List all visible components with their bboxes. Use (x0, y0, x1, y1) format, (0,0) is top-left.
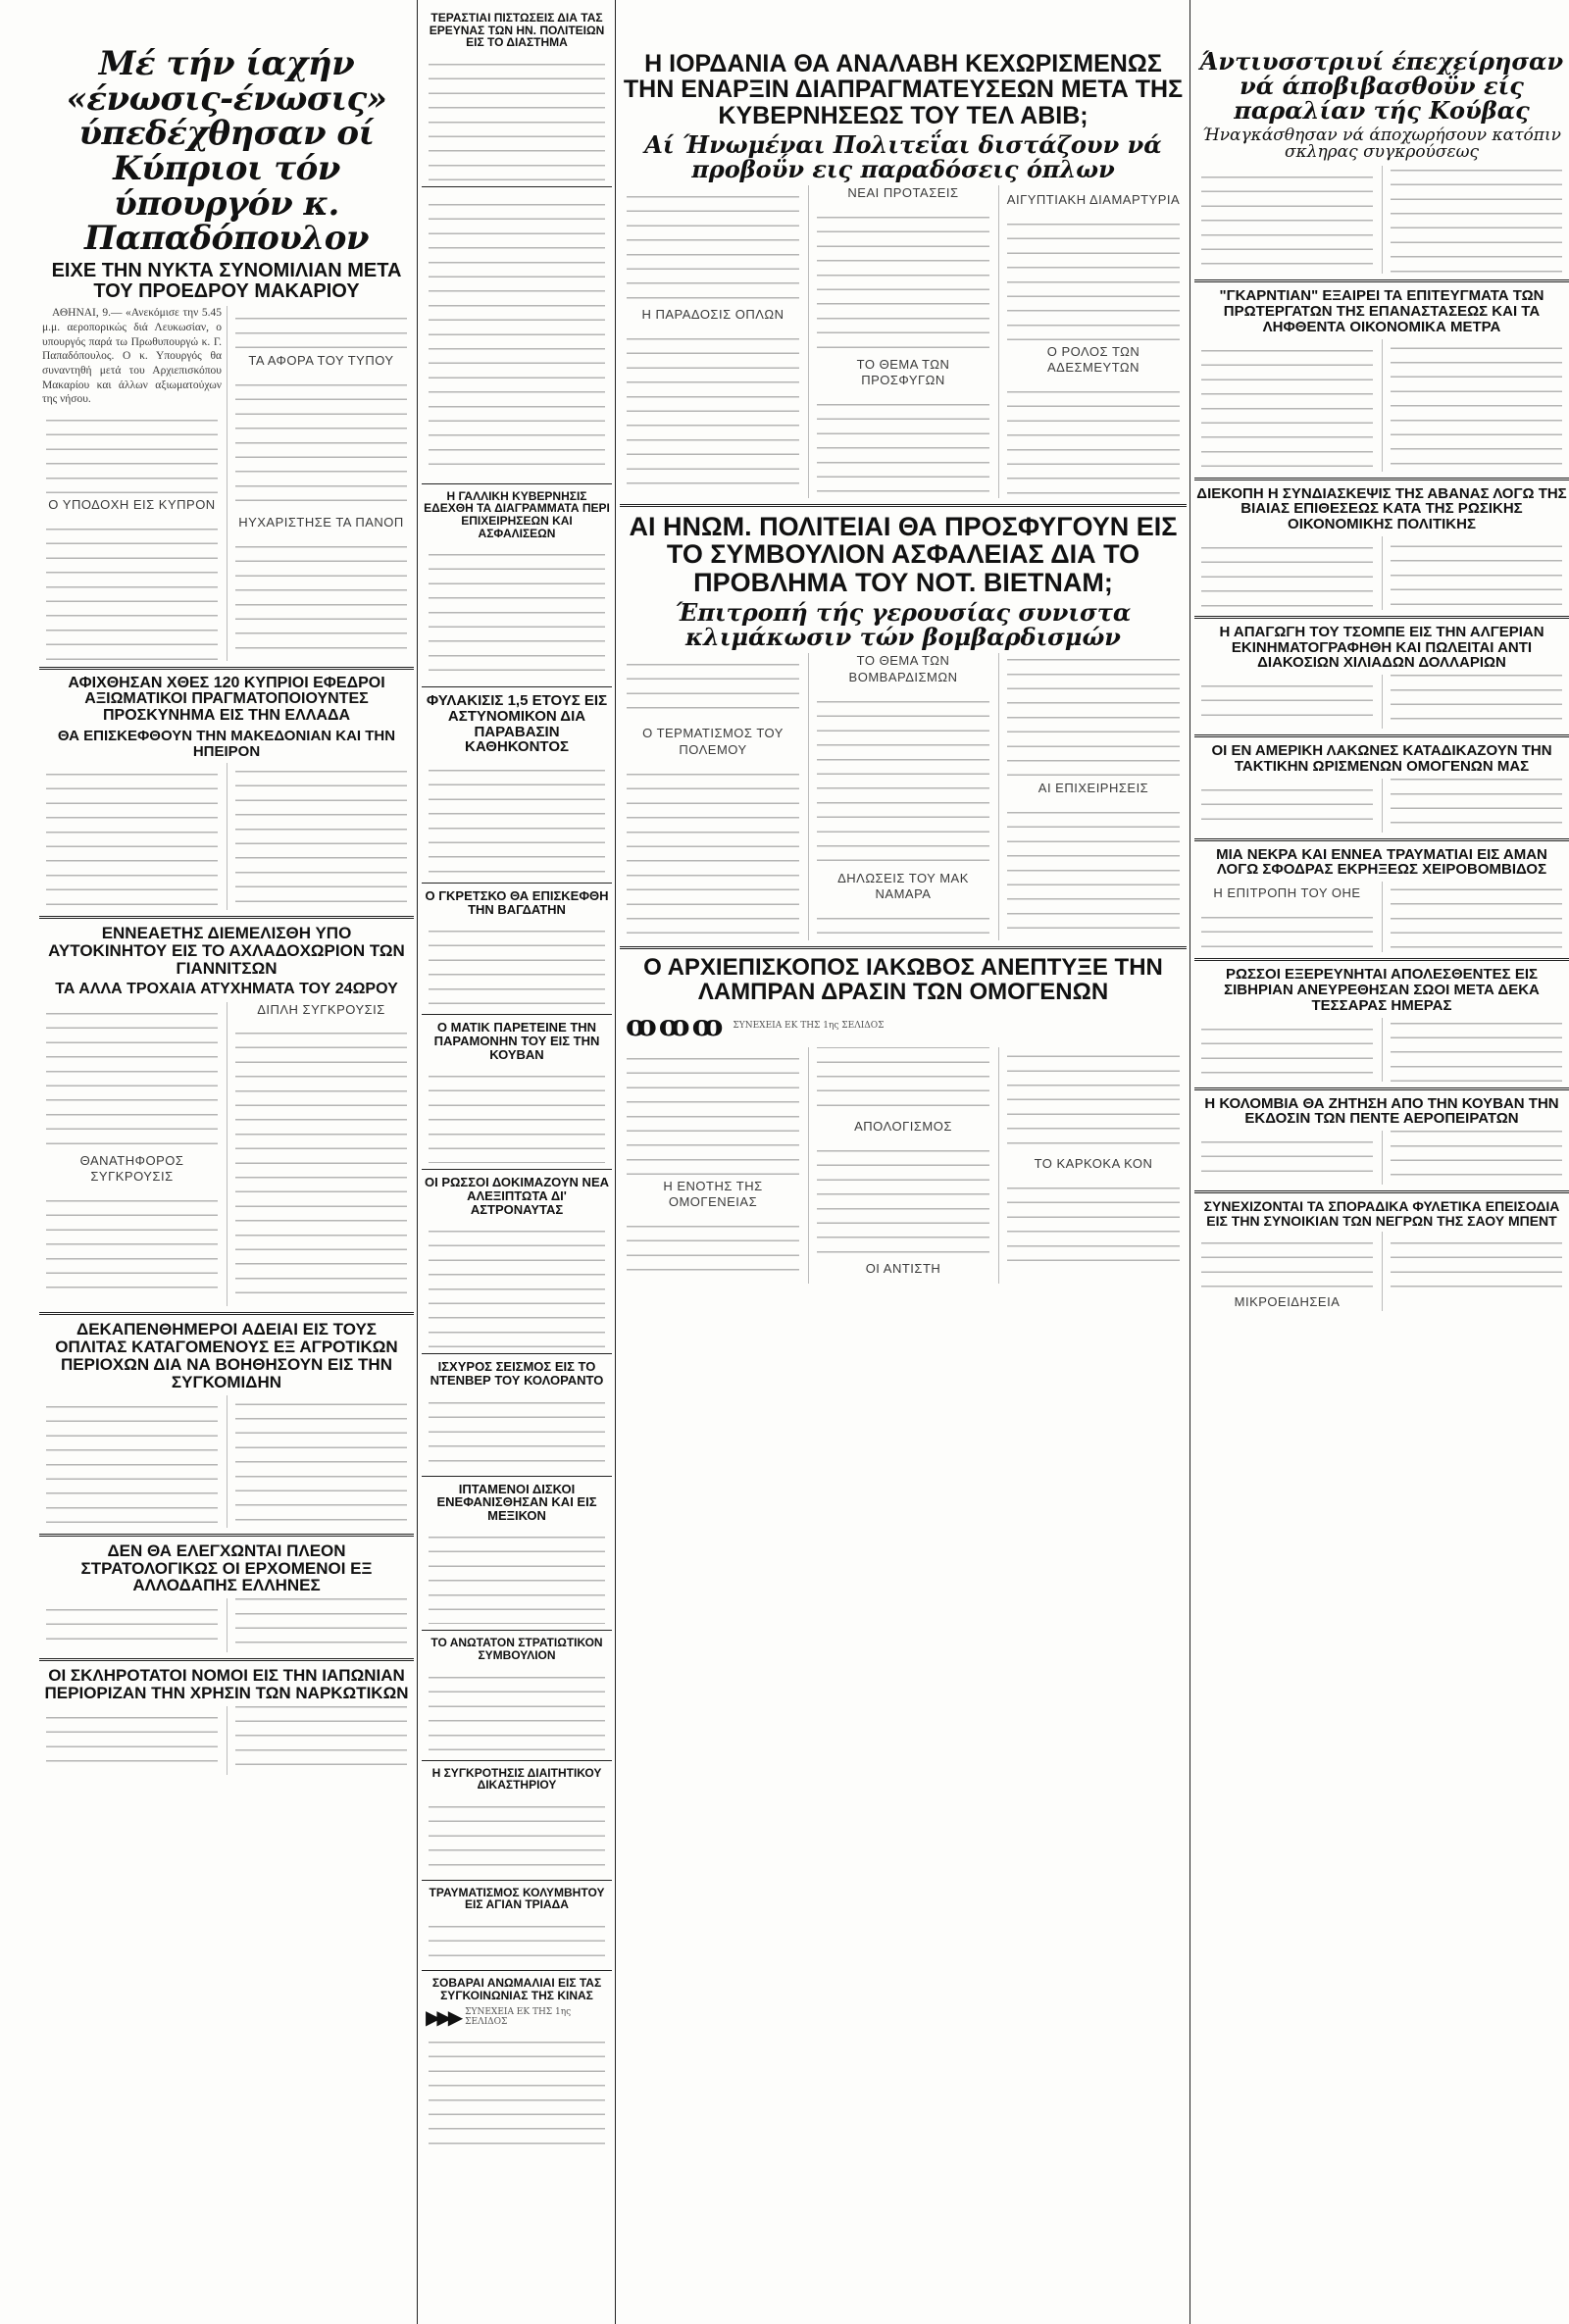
headline-guardian: "ΓΚΑΡΝΤΙΑΝ" ΕΞΑΙΡΕΙ ΤΑ ΕΠΙΤΕΥΓΜΑΤΑ ΤΩΝ ΠΡΩΤΕΡΓΑΤΩΝ ΤΗΣ ΕΠΑΝΑΣΤΑΣΕΩΣ ΚΑΙ ΤΑ ΛΗΦΘΕΝΤΑ ΟΙΚΟΝΟΜΙΚΑ ΜΕΤΡΑ (1219, 287, 1544, 335)
section-cyprus-1: Ο ΥΠΟΔΟΧΗ ΕΙΣ ΚΥΠΡΟΝ (48, 497, 216, 513)
article-space-2 (425, 193, 609, 478)
subheadline-jordan: Αί Ήνωμέναι Πολιτεΐαι διστάζουν νά προβοΰν εις παραδόσεις όπλων (644, 129, 1162, 183)
headline-cypriot-officers: ΑΦΙΧΘΗΣΑΝ ΧΘΕΣ 120 ΚΥΠΡΙΟΙ ΕΦΕΔΡΟΙ ΑΞΙΩΜΑΤΙΚΟΙ ΠΡΑΓΜΑΤΟΠΟΙΟΥΝΤΕΣ ΠΡΟΣΚΥΝΗΜΑ ΕΙΣ ΤΗΝ ΕΛΛΑΔΑ (68, 674, 385, 725)
headline-french-gov: Η ΓΑΛΛΙΚΗ ΚΥΒΕΡΝΗΣΙΣ ΕΔΕΧΘΗ ΤΑ ΔΙΑΓΡΑΜΜΑΤΑ ΠΕΡΙ ΕΠΙΧΕΙΡΗΣΕΩΝ ΚΑΙ ΑΣΦΑΛΙΣΕΩΝ (424, 488, 610, 540)
column-3 (620, 0, 1187, 2324)
headline-cuba-landing: Άντιυσστριυί έπεχείρησαν νά άποβιβασθοΰν είς παραλίαν τής Κούβας (1199, 47, 1564, 126)
arrow-logo-icon: ▶▶▶ (426, 2005, 460, 2030)
section-antisti: ΟΙ ΑΝΤΙΣΤΗ (865, 1261, 941, 1277)
article-swimmer (425, 1915, 609, 1964)
headline-denver-quake: ΙΣΧΥΡΟΣ ΣΕΙΣΜΟΣ ΕΙΣ ΤΟ ΝΤΕΝΒΕΡ ΤΟΥ ΚΟΛΟΡΑΝΤΟ (430, 1359, 604, 1388)
headline-china-transport: ΣΟΒΑΡΑΙ ΑΝΩΜΑΛΙΑΙ ΕΙΣ ΤΑΣ ΣΥΓΚΟΙΝΩΝΙΑΣ ΤΗΣ ΚΙΝΑΣ (431, 1976, 602, 2002)
headline-matic: Ο ΜΑΤΙΚ ΠΑΡΕΤΕΙΝΕ ΤΗΝ ΠΑΡΑΜΟΝΗΝ ΤΟΥ ΕΙΣ ΤΗΝ ΚΟΥΒΑΝ (433, 1020, 600, 1062)
headline-south-bend: ΣΥΝΕΧΙΖΟΝΤΑΙ ΤΑ ΣΠΟΡΑΔΙΚΑ ΦΥΛΕΤΙΚΑ ΕΠΕΙΣΟΔΙΑ ΕΙΣ ΤΗΝ ΣΥΝΟΙΚΙΑΝ ΤΩΝ ΝΕΓΡΩΝ ΤΗΣ ΣΑΟΥ ΜΠΕΝΤ (1203, 1198, 1560, 1229)
section-egypt-protest: ΑΙΓΥΠΤΙΑΚΗ ΔΙΑΜΑΡΤΥΡΙΑ (1006, 192, 1181, 208)
continuation-label: ΣΥΝΕΧΕΙΑ ΕΚ ΤΗΣ 1ης ΣΕΛΙΔΟΣ (465, 2007, 572, 2028)
section-apologismos: ΑΠΟΛΟΓΙΣΜΟΣ (854, 1119, 952, 1135)
article-south-bend (1197, 1232, 1566, 1311)
section-double-collision: ΔΙΠΛΗ ΣΥΓΚΡΟΥΣΙΣ (257, 1001, 385, 1017)
section-fatal-collision: ΘΑΝΑΤΗΦΟΡΟΣ ΣΥΓΚΡΟΥΣΙΣ (79, 1152, 184, 1185)
section-refugees: ΤΟ ΘΕΜΑ ΤΩΝ ΠΡΟΣΦΥΓΩΝ (856, 356, 950, 388)
column-1 (39, 0, 414, 2324)
column-4 (1194, 0, 1569, 2324)
headline-leave: ΔΕΚΑΠΕΝΘΗΜΕΡΟΙ ΑΔΕΙΑΙ ΕΙΣ ΤΟΥΣ ΟΠΛΙΤΑΣ ΚΑΤΑΓΟΜΕΝΟΥΣ ΕΞ ΑΓΡΟΤΙΚΩΝ ΠΕΡΙΟΧΩΝ ΔΙΑ ΝΑ ΒΟΗΘΗΣΟΥΝ ΕΙΣ ΤΗΝ ΣΥΓΚΟΜΙΔΗΝ (55, 1320, 398, 1391)
article-space (425, 53, 609, 180)
headline-jordan: Η ΙΟΡΔΑΝΙΑ ΘΑ ΑΝΑΛΑΒΗ ΚΕΧΩΡΙΣΜΕΝΩΣ ΤΗΝ ΕΝΑΡΞΙΝ ΔΙΑΠΡΑΓΜΑΤΕΥΣΕΩΝ ΜΕΤΑ ΤΗΣ ΚΥΒΕΡΝΗΣΕΩΣ ΤΟΥ ΤΕΛ ΑΒΙΒ; (623, 50, 1184, 129)
section-arms-delivery: Η ΠΑΡΑΔΟΣΙΣ ΟΠΛΩΝ (641, 307, 784, 323)
section-war-end: Ο ΤΕΡΜΑΤΙΣΜΟΣ ΤΟΥ ΠΟΛΕΜΟΥ (642, 726, 784, 758)
column-2 (422, 0, 612, 2324)
article-greeks-abroad (42, 1598, 411, 1652)
subheadline-cyprus: ΕΙΧΕ ΤΗΝ ΝΥΚΤΑ ΣΥΝΟΜΙΛΙΑΝ ΜΕΤΑ ΤΟΥ ΠΡΟΕΔΡΟΥ ΜΑΚΑΡΙΟΥ (51, 260, 402, 303)
headline-cyprus: Μέ τήν ίαχήν «ένωσις-ένωσις» ύπεδέχθησαν οί Κύπριοι τόν ύπουργόν κ. Παπαδόπουλον (66, 44, 387, 259)
article-matic (425, 1065, 609, 1163)
article-amman (1197, 882, 1566, 952)
article-tshombe (1197, 675, 1566, 729)
article-guardian (1197, 339, 1566, 472)
subheadline-accident: ΤΑ ΑΛΛΑ ΤΡΟΧΑΙΑ ΑΤΥΧΗΜΑΤΑ ΤΟΥ 24ΩΡΟΥ (55, 981, 398, 997)
article-council (425, 1666, 609, 1754)
article-accident (42, 1002, 411, 1307)
headline-tshombe: Η ΑΠΑΓΩΓΗ ΤΟΥ ΤΣΟΜΠΕ ΕΙΣ ΤΗΝ ΑΛΓΕΡΙΑΝ ΕΚΙΝΗΜΑΤΟΓΡΑΦΗΘΗ ΚΑΙ ΠΩΛΕΙΤΑΙ ΑΝΤΙ ΔΙΑΚΟΣΙΩΝ ΧΙΛΙΑΔΩΝ ΔΟΛΛΑΡΙΩΝ (1219, 623, 1544, 672)
article-officers (42, 763, 411, 910)
article-cuba (1197, 166, 1566, 274)
headline-space-credits: ΤΕΡΑΣΤΙΑΙ ΠΙΣΤΩΣΕΙΣ ΔΙΑ ΤΑΣ ΕΡΕΥΝΑΣ ΤΩΝ ΗΝ. ΠΟΛΙΤΕΙΩΝ ΕΙΣ ΤΟ ΔΙΑΣΤΗΜΑ (429, 11, 605, 50)
article-china (425, 2031, 609, 2148)
headline-siberia: ΡΩΣΣΟΙ ΕΞΕΡΕΥΝΗΤΑΙ ΑΠΟΛΕΣΘΕΝΤΕΣ ΕΙΣ ΣΙΒΗΡΙΑΝ ΑΝΕΥΡΕΘΗΣΑΝ ΣΩΟΙ ΜΕΤΑ ΔΕΚΑ ΤΕΣΣΑΡΑΣ ΗΜΕΡΑΣ (1224, 966, 1540, 1014)
subheadline-vietnam: Έπιτροπή τής γερουσίας συνιστα κλιμάκωσιν τών βομβαρδισμών (675, 598, 1132, 652)
section-operations: ΑΙ ΕΠΙΧΕΙΡΗΣΕΙΣ (1038, 781, 1149, 796)
continuation-label-3: ΣΥΝΕΧΕΙΑ ΕΚ ΤΗΣ 1ης ΣΕΛΙΔΟΣ (733, 1021, 885, 1032)
headline-grechko: Ο ΓΚΡΕΤΣΚΟ ΘΑ ΕΠΙΣΚΕΦΘΗ ΤΗΝ ΒΑΓΔΑΤΗΝ (425, 888, 609, 917)
article-quake (425, 1391, 609, 1470)
wave-logo-icon: ꝏꝏꝏ (626, 1008, 726, 1043)
headline-ufo-mexico: ΙΠΤΑΜΕΝΟΙ ΔΙΣΚΟΙ ΕΝΕΦΑΝΙΣΘΗΣΑΝ ΚΑΙ ΕΙΣ ΜΕΞΙΚΟΝ (436, 1481, 597, 1523)
article-parachutes (425, 1220, 609, 1347)
article-cyprus-text: ΑΘΗΝΑΙ, 9.— «Ανεκόμισε την 5.45 μ.μ. αεροπορικώς διά Λευκωσίαν, ο υπουργός παρά τω Πρωθυπουργώ κ. Γ. Παπαδόπουλος. Ο κ. Υπουργός θα συναντηθή μετά του Αρχιεπισκόπου Μακαρίου και άλλων αξιωματούχων της νήσου. (42, 307, 222, 406)
article-siberia (1197, 1018, 1566, 1082)
headline-japan: ΟΙ ΣΚΛΗΡΟΤΑΤΟΙ ΝΟΜΟΙ ΕΙΣ ΤΗΝ ΙΑΠΩΝΙΑΝ ΠΕΡΙΟΡΙΖΑΝ ΤΗΝ ΧΡΗΣΙΝ ΤΩΝ ΝΑΡΚΩΤΙΚΩΝ (44, 1666, 409, 1703)
headline-arbitration: Η ΣΥΓΚΡΟΤΗΣΙΣ ΔΙΑΙΤΗΤΙΚΟΥ ΔΙΚΑΣΤΗΡΙΟΥ (431, 1765, 602, 1793)
article-ufo (425, 1526, 609, 1624)
headline-accident: ΕΝΝΕΑΕΤΗΣ ΔΙΕΜΕΛΙΣΘΗ ΥΠΟ ΑΥΤΟΚΙΝΗΤΟΥ ΕΙΣ ΤΟ ΑΧΛΑΔΟΧΩΡΙΟΝ ΤΩΝ ΓΙΑΝΝΙΤΣΩΝ (48, 924, 405, 979)
article-french (425, 543, 609, 681)
section-unity: Η ΕΝΟΤΗΣ ΤΗΣ ΟΜΟΓΕΝΕΙΑΣ (663, 1178, 763, 1210)
headline-vietnam: ΑΙ ΗΝΩΜ. ΠΟΛΙΤΕΙΑΙ ΘΑ ΠΡΟΣΦΥΓΟΥΝ ΕΙΣ ΤΟ ΣΥΜΒΟΥΛΙΟΝ ΑΣΦΑΛΕΙΑΣ ΔΙΑ ΤΟ ΠΡΟΒΛΗΜΑ ΤΟΥ ΝΟΤ. ΒΙΕΤΝΑΜ; (629, 512, 1178, 597)
article-colombia (1197, 1131, 1566, 1185)
section-cyprus-3: ΗΥΧΑΡΙΣΤΗΣΕ ΤΑ ΠΑΝΟΠ (238, 514, 404, 530)
article-japan (42, 1706, 411, 1775)
headline-parachutes: ΟΙ ΡΩΣΣΟΙ ΔΟΚΙΜΑΖΟΥΝ ΝΕΑ ΑΛΕΞΙΠΤΩΤΑ ΔΙ' ΑΣΤΡΟΝΑΥΤΑΣ (424, 1175, 610, 1217)
section-cyprus-2: ΤΑ ΑΦΟΡΑ ΤΟΥ ΤΥΠΟΥ (248, 353, 394, 369)
headline-swimmer: ΤΡΑΥΜΑΤΙΣΜΟΣ ΚΟΛΥΜΒΗΤΟΥ ΕΙΣ ΑΓΙΑΝ ΤΡΙΑΔΑ (429, 1885, 605, 1912)
subheadline-cypriot-officers: ΘΑ ΕΠΙΣΚΕΦΘΟΥΝ ΤΗΝ ΜΑΚΕΔΟΝΙΑΝ ΚΑΙ ΤΗΝ ΗΠΕΙΡΟΝ (57, 727, 396, 760)
section-mcnamara: ΔΗΛΩΣΕΙΣ ΤΟΥ ΜΑΚ ΝΑΜΑΡΑ (837, 870, 969, 902)
headline-laconians: ΟΙ ΕΝ ΑΜΕΡΙΚΗ ΛΑΚΩΝΕΣ ΚΑΤΑΔΙΚΑΖΟΥΝ ΤΗΝ ΤΑΚΤΙΚΗΝ ΩΡΙΣΜΕΝΩΝ ΟΜΟΓΕΝΩΝ ΜΑΣ (1211, 742, 1552, 775)
section-un-committee: Η ΕΠΙΤΡΟΠΗ ΤΟΥ ΟΗΕ (1213, 885, 1361, 900)
section-bombing: ΤΟ ΘΕΜΑ ΤΩΝ ΒΟΜΒΑΡΔΙΣΜΩΝ (848, 653, 958, 685)
article-jordan (623, 185, 1184, 498)
headline-greeks-abroad: ΔΕΝ ΘΑ ΕΛΕΓΧΩΝΤΑΙ ΠΛΕΟΝ ΣΤΡΑΤΟΛΟΓΙΚΩΣ ΟΙ ΕΡΧΟΜΕΝΟΙ ΕΞ ΑΛΛΟΔΑΠΗΣ ΕΛΛΗΝΕΣ (80, 1541, 373, 1595)
section-nonaligned: Ο ΡΟΛΟΣ ΤΩΝ ΑΔΕΣΜΕΥΤΩΝ (1046, 343, 1140, 376)
article-laconians (1197, 779, 1566, 833)
headline-police-jail: ΦΥΛΑΚΙΣΙΣ 1,5 ΕΤΟΥΣ ΕΙΣ ΑΣΤΥΝΟΜΙΚΟΝ ΔΙΑ ΠΑΡΑΒΑΣΙΝ ΚΑΘΗΚΟΝΤΟΣ (426, 692, 608, 756)
article-archbishop (623, 1047, 1184, 1284)
headline-archbishop: Ο ΑΡΧΙΕΠΙΣΚΟΠΟΣ ΙΑΚΩΒΟΣ ΑΝΕΠΤΥΞΕ ΤΗΝ ΛΑΜΠΡΑΝ ΔΡΑΣΙΝ ΤΩΝ ΟΜΟΓΕΝΩΝ (643, 954, 1163, 1006)
section-new-proposals: ΝΕΑΙ ΠΡΟΤΑΣΕΙΣ (847, 185, 959, 201)
headline-colombia: Η ΚΟΛΟΜΒΙΑ ΘΑ ΖΗΤΗΣΗ ΑΠΟ ΤΗΝ ΚΟΥΒΑΝ ΤΗΝ ΕΚΔΟΣΙΝ ΤΩΝ ΠΕΝΤΕ ΑΕΡΟΠΕΙΡΑΤΩΝ (1204, 1094, 1559, 1128)
article-arbitration (425, 1795, 609, 1874)
headline-amman: ΜΙΑ ΝΕΚΡΑ ΚΑΙ ΕΝΝΕΑ ΤΡΑΥΜΑΤΙΑΙ ΕΙΣ ΑΜΑΝ ΛΟΓΩ ΣΦΟΔΡΑΣ ΕΚΡΗΞΕΩΣ ΧΕΙΡΟΒΟΜΒΙΔΟΣ (1216, 845, 1547, 879)
article-vietnam (623, 653, 1184, 940)
article-havana (1197, 536, 1566, 610)
article-grechko (425, 920, 609, 1008)
section-karkokakon: ΤΟ ΚΑΡΚΟΚΑ ΚΟΝ (1034, 1156, 1153, 1172)
continuation-row-3 (626, 1009, 1181, 1043)
headline-military-council: ΤΟ ΑΝΩΤΑΤΟΝ ΣΤΡΑΤΙΩΤΙΚΟΝ ΣΥΜΒΟΥΛΙΟΝ (430, 1636, 603, 1663)
article-police (425, 759, 609, 877)
article-leave (42, 1395, 411, 1528)
continuation-row (426, 2005, 608, 2029)
section-brief-news: ΜΙΚΡΟΕΙΔΗΣΕΙΑ (1234, 1294, 1341, 1310)
subheadline-cuba-landing: Ήναγκάσθησαν νά άποχωρήσουν κατόπιν σκληρας συγκρούσεως (1202, 125, 1561, 163)
article-cyprus (42, 306, 411, 660)
headline-havana: ΔΙΕΚΟΠΗ Η ΣΥΝΔΙΑΣΚΕΨΙΣ ΤΗΣ ΑΒΑΝΑΣ ΛΟΓΩ ΤΗΣ ΒΙΑΙΑΣ ΕΠΙΘΕΣΕΩΣ ΚΑΤΑ ΤΗΣ ΡΩΣΙΚΗΣ ΟΙΚΟΝΟΜΙΚΗΣ ΠΟΛΙΤΙΚΗΣ (1196, 484, 1567, 532)
